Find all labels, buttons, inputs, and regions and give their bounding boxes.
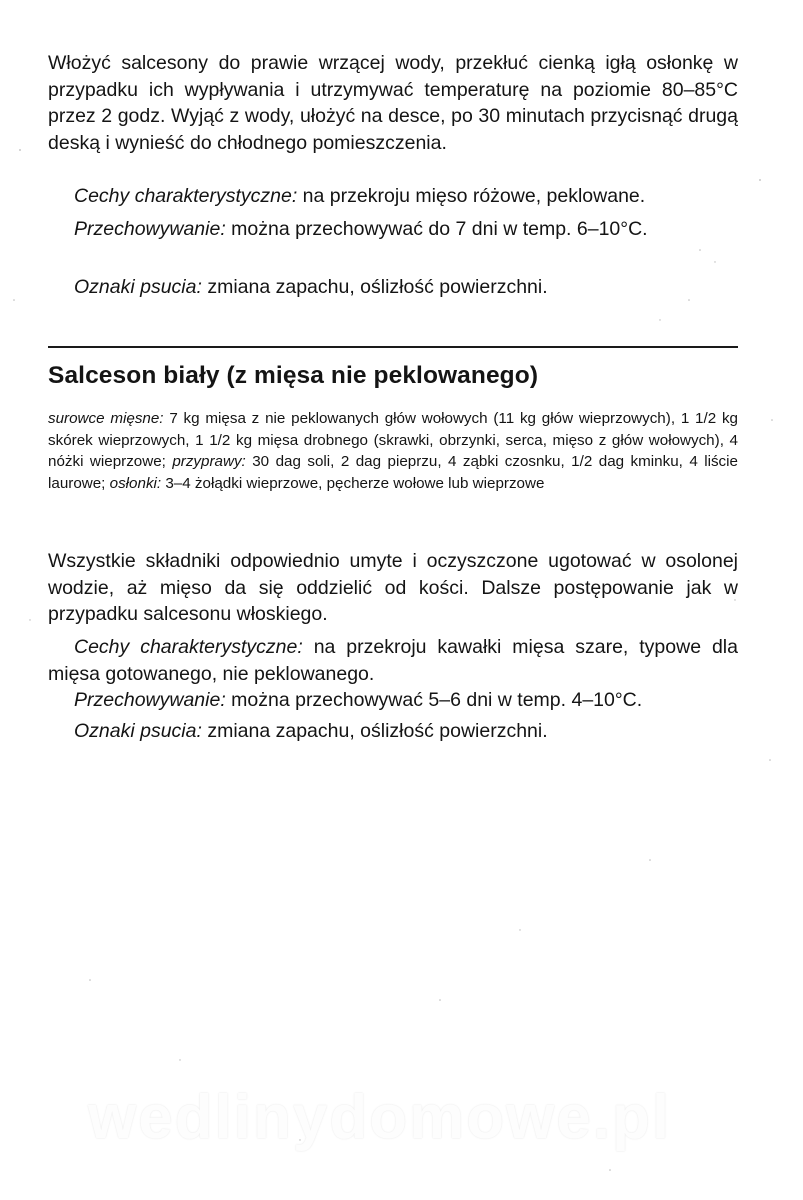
cechy-text-2: na przekroju kawałki mięsa szare, typowe dla mięsa gotowanego, nie peklowanego. [48,636,738,685]
oznaki-label-1: Oznaki psucia: [74,276,202,298]
surowce-text: 7 kg mięsa z nie peklowanych głów wołowych (11 kg głów wieprzowych), 1 1/2 kg skórek wieprzowych, 1 1/2 kg mięsa drobnego (skrawki, obrzynki, serca, mięso z głów wołowych), 4 nóżki wieprzowe; [48,410,738,471]
przechowywanie-label-1: Przechowywanie: [74,218,226,240]
intro-text: Włożyć salcesony do prawie wrzącej wody, przekłuć cienką igłą osłonkę w przypadku ich wypływania i utrzymywać temperaturę na poziomie 80–85°C przez 2 godz. Wyjąć z wody, ułożyć na desce, po 30 minutach przycisnąć drugą deską i wynieść do chłodnego pomieszczenia. [48,52,738,154]
cechy-text-1: na przekroju mięso różowe, peklowane. [297,185,646,207]
section-title: Salceson biały (z mięsa nie peklowanego) [48,362,539,389]
cechy-label-1: Cechy charakterystyczne: [74,185,298,207]
watermark: wedlinydomowe.pl [88,1083,672,1152]
przechowywanie-label-2: Przechowywanie: [74,689,226,711]
oznaki-text-2: zmiana zapachu, oślizłość powierzchni. [201,720,548,742]
body-text: Wszystkie składniki odpowiednio umyte i oczyszczone ugotować w osolonej wodzie, aż mięso da się oddzielić od kości. Dalsze postępowanie jak w przypadku salcesonu włoskiego. [48,550,738,626]
oznaki-label-2: Oznaki psucia: [74,720,202,742]
przyprawy-label: przyprawy: [172,453,246,471]
oslonki-label: osłonki: [109,474,162,492]
oznaki-text-1: zmiana zapachu, oślizłość powierzchni. [201,276,548,298]
oslonki-text: 3–4 żołądki wieprzowe, pęcherze wołowe lub wieprzowe [161,474,545,492]
surowce-label: surowce mięsne: [48,410,164,427]
cechy-label-2: Cechy charakterystyczne: [74,636,303,658]
przechowywanie-text-2: można przechowywać 5–6 dni w temp. 4–10°C. [225,689,643,711]
przyprawy-text: 30 dag soli, 2 dag pieprzu, 4 ząbki czosnku, 1/2 dag kminku, 4 liście laurowe; [48,453,738,492]
przechowywanie-text-1: można przechowywać do 7 dni w temp. 6–10°C. [225,218,648,240]
